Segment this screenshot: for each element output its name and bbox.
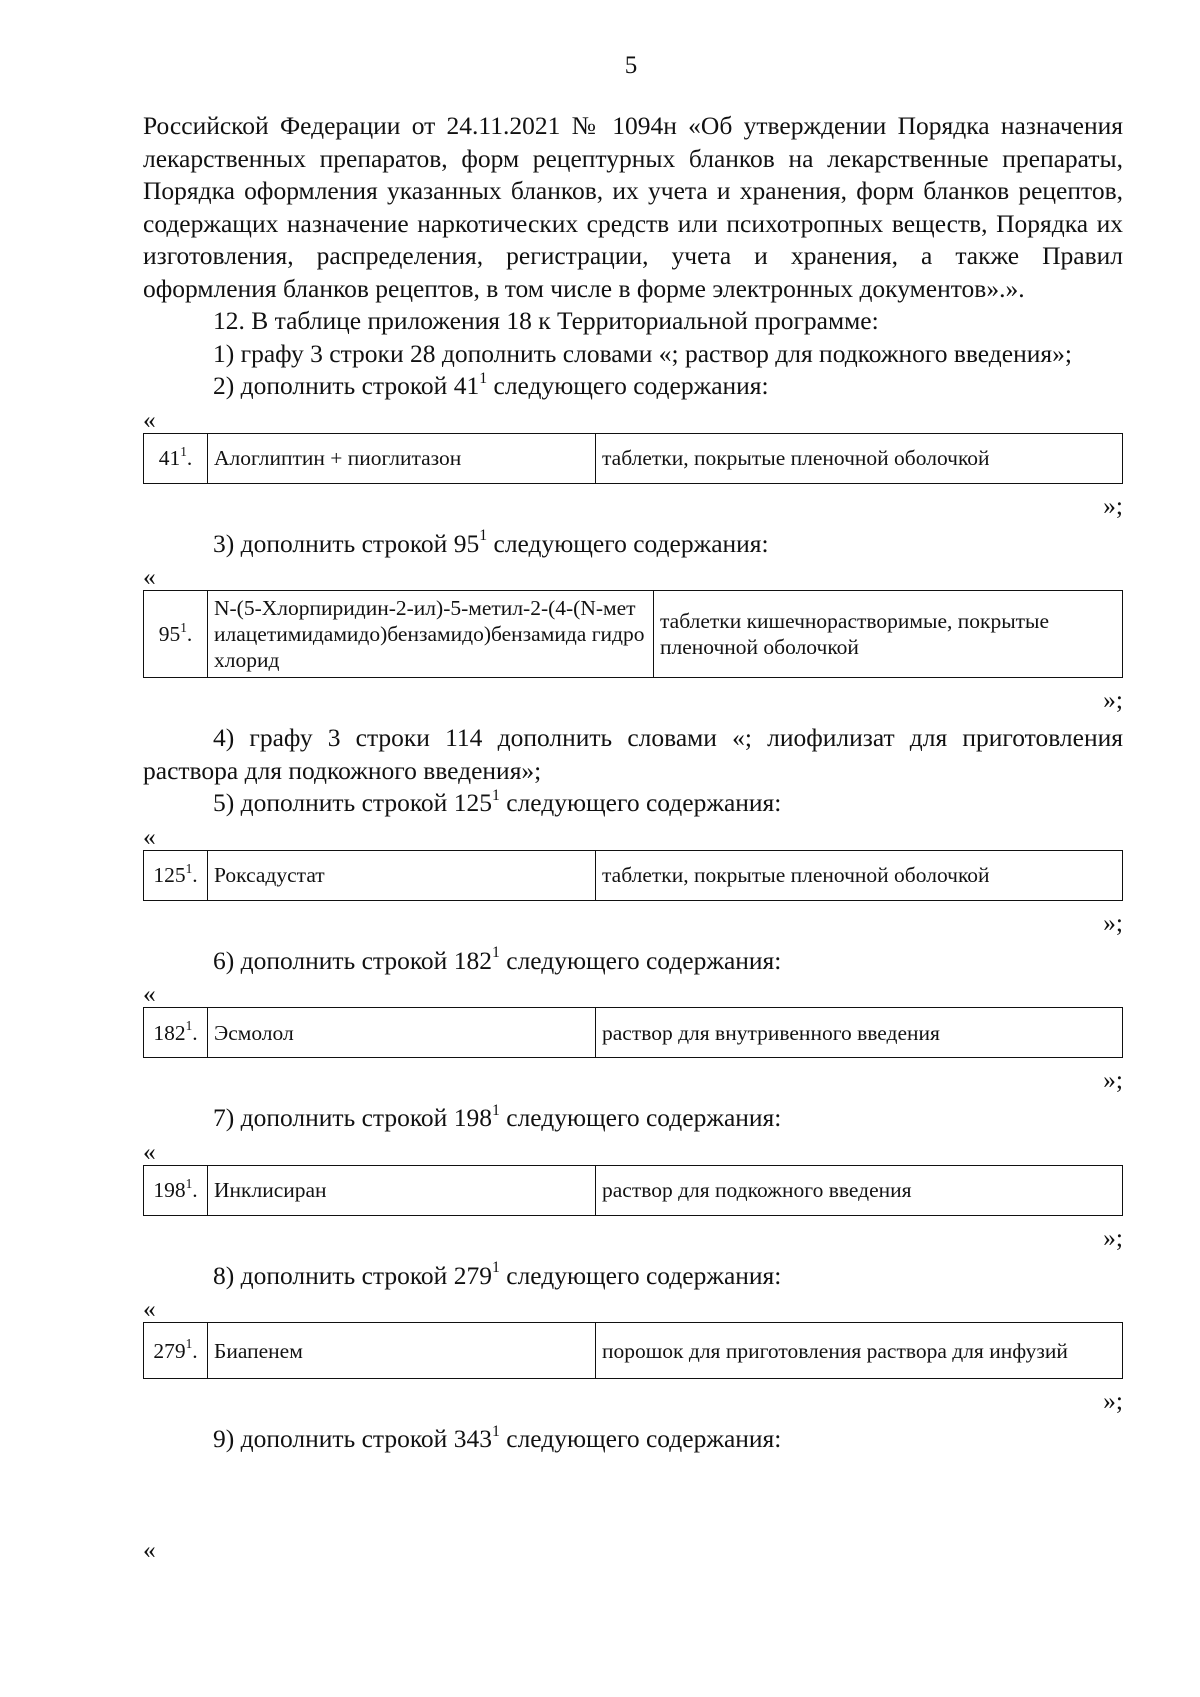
amendment-instruction: 9) дополнить строкой $343^1$ следующего содержания: — [213, 1422, 782, 1453]
closing-quote: »; — [1103, 1386, 1123, 1415]
amendment-table — [143, 1322, 1123, 1379]
amendment-instruction: 8) дополнить строкой $279^1$ следующего содержания: — [213, 1259, 782, 1290]
drug-name-cell: Роксадустат — [208, 850, 596, 900]
drug-name-cell: Эсмолол — [208, 1008, 596, 1058]
page-number: 5 — [624, 52, 638, 79]
row-number-cell: $95^1$. — [144, 591, 208, 678]
drug-name-cell: Алоглиптин + пиоглитазон — [208, 433, 596, 483]
opening-quote: « — [143, 562, 156, 591]
table-row — [144, 850, 1123, 900]
closing-quote: »; — [1103, 1065, 1123, 1094]
table-row — [144, 1165, 1123, 1215]
document-body — [143, 110, 1123, 1456]
closing-quote: »; — [1103, 490, 1123, 520]
drug-name-cell: Биапенем — [208, 1323, 596, 1379]
table-row — [144, 591, 1123, 678]
drug-name-cell: Инклисиран — [208, 1165, 596, 1215]
opening-quote: « — [143, 979, 156, 1008]
amendment-instruction: 3) дополнить строкой $95^1$ следующего содержания: — [213, 527, 769, 558]
row-number-cell: $279^1$. — [144, 1323, 208, 1379]
amendment-table — [143, 433, 1123, 484]
dosage-form-cell: таблетки, покрытые пленочной оболочкой — [596, 433, 1123, 483]
row-number-cell: $125^1$. — [144, 850, 208, 900]
drug-name-cell: N-(5-Хлорпиридин-2-ил)-5-метил-2-(4-(N-метилацетимидамидо)бензамидо)бензамида гидрохлорид — [208, 591, 654, 678]
table-row — [144, 433, 1123, 483]
row-number-cell: $41^1$. — [144, 433, 208, 483]
opening-quote: « — [143, 1535, 156, 1564]
amendment-instruction: 5) дополнить строкой $125^1$ следующего содержания: — [213, 786, 782, 817]
table-row — [144, 1323, 1123, 1379]
amendment-table — [143, 850, 1123, 901]
opening-quote: « — [143, 1294, 156, 1323]
intro-paragraph: Российской Федерации от 24.11.2021 № 1094н «Об утверждении Порядка назначения лекарственных препаратов, форм рецептурных бланков на лекарственные препараты, Порядка оформления указанных бланков, их учета и хранения, форм бланков рецептов, содержащих назначение наркотических средств или психотропных веществ, Порядка их изготовления, распределения, регистрации, учета и хранения, а также Правил оформления бланков рецептов, в том числе в форме электронных документов».». — [143, 111, 1123, 303]
dosage-form-cell: раствор для внутривенного введения — [596, 1008, 1123, 1058]
closing-quote: »; — [1103, 1222, 1123, 1252]
amendment-table — [143, 1165, 1123, 1216]
row-number-cell: $198^1$. — [144, 1165, 208, 1215]
amendment-instruction: 7) дополнить строкой $198^1$ следующего содержания: — [213, 1101, 782, 1132]
closing-quote: »; — [1103, 685, 1123, 714]
dosage-form-cell: порошок для приготовления раствора для инфузий — [596, 1323, 1123, 1379]
dosage-form-cell: раствор для подкожного введения — [596, 1165, 1123, 1215]
opening-quote: « — [143, 404, 156, 434]
item-4-text: 4) графу 3 строки 114 дополнить словами «; лиофилизат для приготовления раствора для подкожного введения»; — [143, 723, 1123, 785]
table-row — [144, 1008, 1123, 1058]
amendment-table — [143, 590, 1123, 678]
opening-quote: « — [143, 821, 156, 851]
opening-quote: « — [143, 1136, 156, 1166]
amendment-table — [143, 1007, 1123, 1058]
section-12-heading: 12. В таблице приложения 18 к Территориальной программе: — [213, 306, 879, 335]
closing-quote: »; — [1103, 907, 1123, 937]
amendment-instruction: 2) дополнить строкой $41^1$ следующего содержания: — [213, 369, 769, 400]
row-number-cell: $182^1$. — [144, 1008, 208, 1058]
dosage-form-cell: таблетки кишечнорастворимые, покрытые пленочной оболочкой — [654, 591, 1123, 678]
dosage-form-cell: таблетки, покрытые пленочной оболочкой — [596, 850, 1123, 900]
item-1-text: 1) графу 3 строки 28 дополнить словами «; раствор для подкожного введения»; — [213, 338, 1072, 368]
amendment-instruction: 6) дополнить строкой $182^1$ следующего содержания: — [213, 944, 782, 975]
